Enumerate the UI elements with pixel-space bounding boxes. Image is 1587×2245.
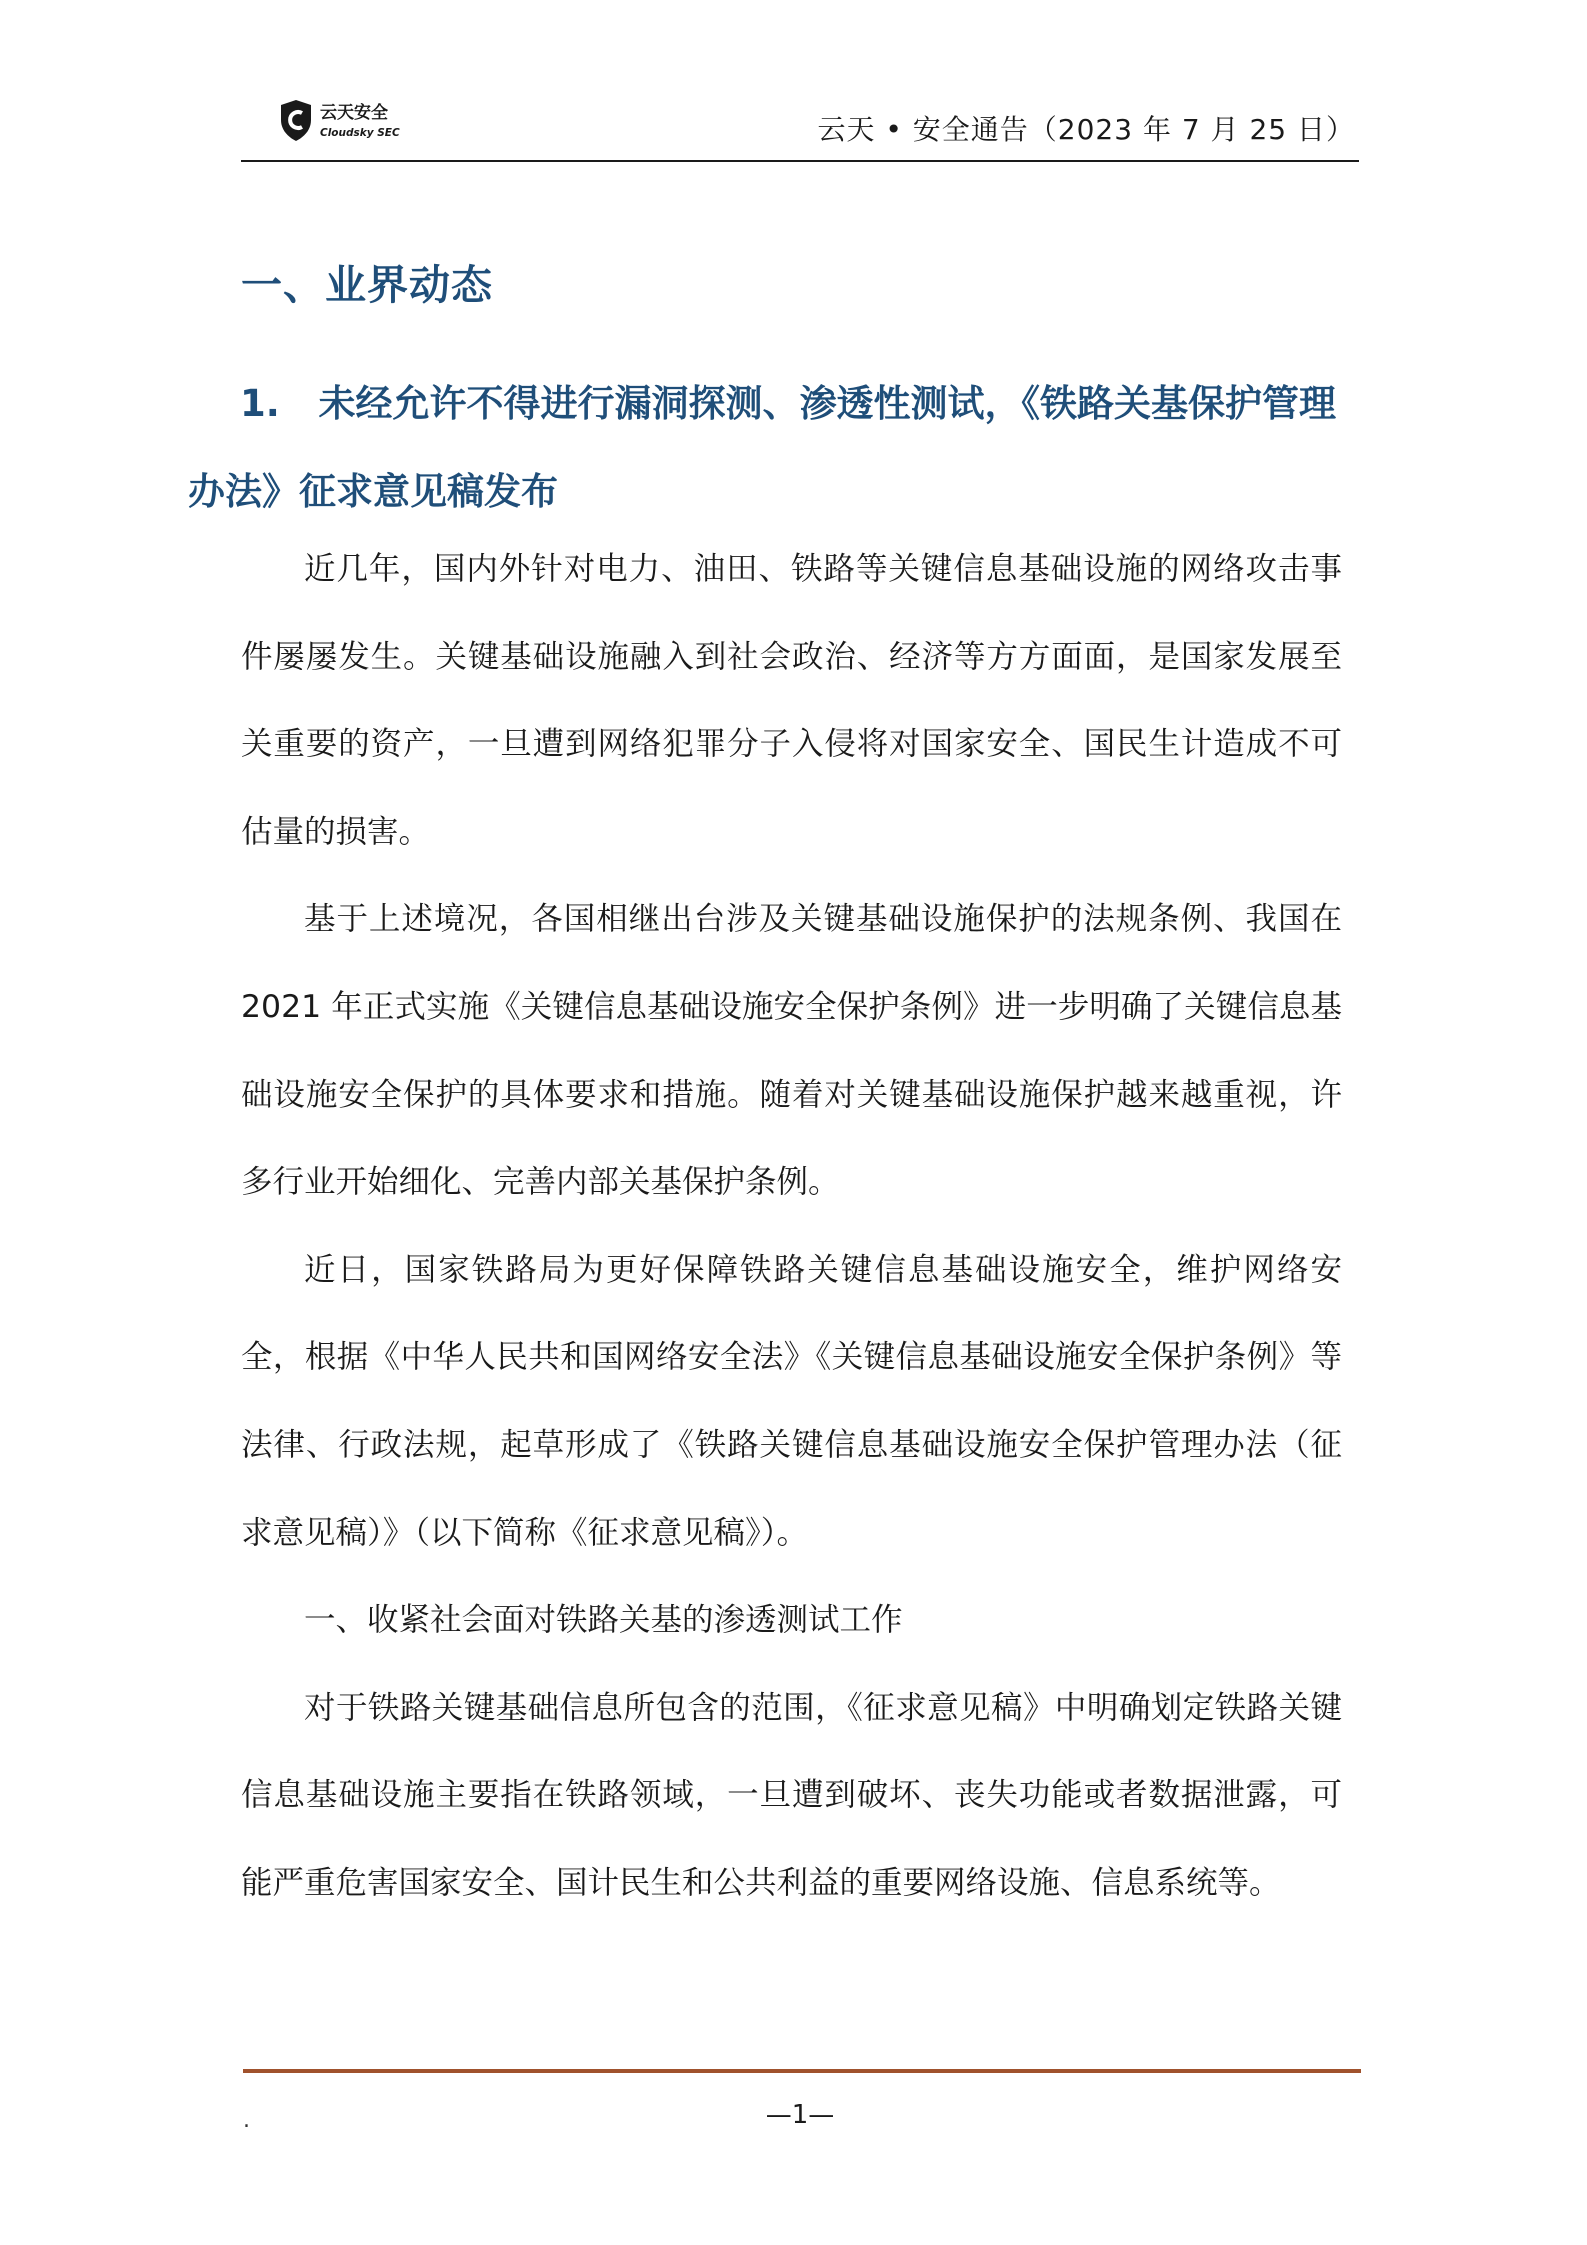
paragraph: 对于铁路关键基础信息所包含的范围，《征求意见稿》中明确划定铁路关键信息基础设施主要指在铁路领域，一旦遭到破坏、丧失功能或者数据泄露，可能严重危害国家安全、国计民生和公共利益的重要网络设施、信息系统等。: [241, 1689, 1342, 1901]
footer-divider: [243, 2069, 1361, 2073]
svg-text:云天安全: 云天安全: [320, 103, 388, 123]
header-divider: [241, 160, 1359, 162]
footer-dot: .: [243, 2108, 250, 2133]
paragraph: 近日，国家铁路局为更好保障铁路关键信息基础设施安全，维护网络安全，根据《中华人民共和国网络安全法》《关键信息基础设施安全保护条例》等法律、行政法规，起草形成了《铁路关键信息基础设施安全保护管理办法（征求意见稿）》（以下简称《征求意见稿》）。: [241, 1251, 1342, 1551]
subsection-heading: 一、收紧社会面对铁路关基的渗透测试工作: [304, 1602, 903, 1639]
paragraph: 基于上述境况，各国相继出台涉及关键基础设施保护的法规条例、我国在 2021 年正式实施《关键信息基础设施安全保护条例》进一步明确了关键信息基础设施安全保护的具体要求和措施。随着对关键基础设施保护越来越重视，许多行业开始细化、完善内部关基保护条例。: [241, 901, 1342, 1201]
paragraph: 近几年，国内外针对电力、油田、铁路等关键信息基础设施的网络攻击事件屡屡发生。关键基础设施融入到社会政治、经济等方方面面，是国家发展至关重要的资产，一旦遭到网络犯罪分子入侵将对国家安全、国民生计造成不可估量的损害。: [241, 551, 1342, 850]
article-title: [188, 360, 1342, 536]
page-number: —1—: [765, 2100, 835, 2130]
article-title-text: 未经允许不得进行漏洞探测、渗透性测试，《铁路关基保护管理办法》征求意见稿发布: [188, 382, 1336, 513]
header-title: 云天 • 安全通告（2023 年 7 月 25 日）: [817, 113, 1355, 146]
section-heading: 一、业界动态: [241, 261, 493, 309]
article-number: 1.: [240, 382, 280, 425]
article-body: [241, 526, 1342, 1928]
svg-text:Cloudsky SEC: Cloudsky SEC: [320, 127, 400, 139]
company-logo: [276, 96, 436, 146]
cloudsky-logo-icon: [276, 96, 436, 146]
